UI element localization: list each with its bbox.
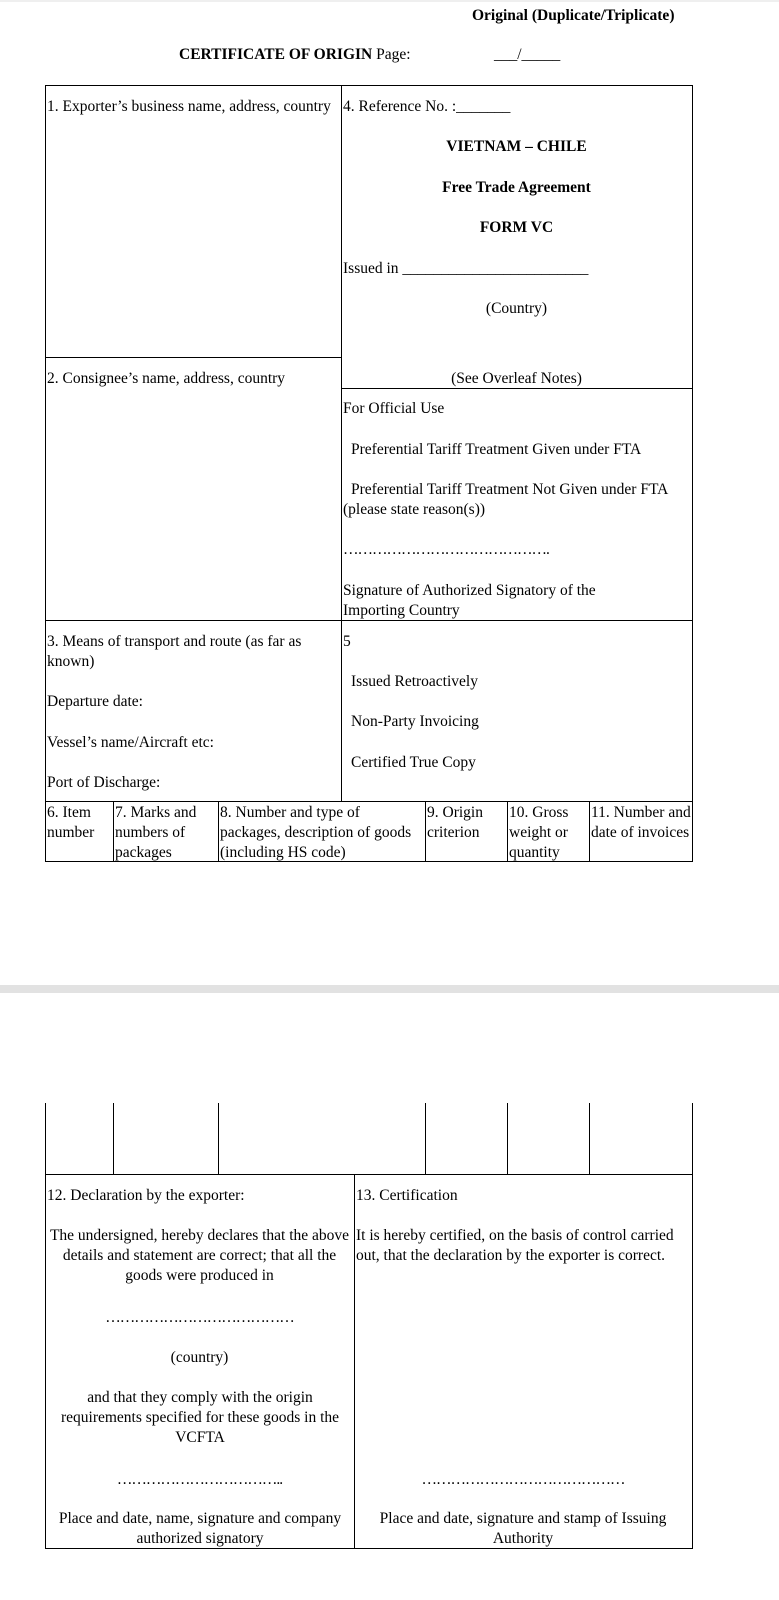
- agreement-countries: VIETNAM – CHILE: [446, 138, 587, 155]
- treatment-given: Preferential Tariff Treatment Given under FTA: [351, 441, 642, 458]
- col-goods-description: 8. Number and type of packages, description of goods (including HS code): [220, 804, 412, 861]
- reason-dotted-line: …………………………………….: [343, 541, 549, 558]
- issued-retroactively: Issued Retroactively: [351, 673, 478, 690]
- origin-compliance-text: and that they comply with the origin requirements specified for these goods in the VCFTA: [60, 1389, 340, 1446]
- page-number-blank: ___/_____: [494, 46, 561, 63]
- page-top-edge: [0, 0, 779, 2]
- certificate-title-row: [179, 45, 411, 65]
- vessel-name-label: Vessel’s name/Aircraft etc:: [47, 734, 214, 751]
- authority-signature-dotted-line: ……………………………………: [421, 1471, 625, 1488]
- box12-declaration-label: 12. Declaration by the exporter:: [47, 1187, 245, 1204]
- box1-exporter-label: 1. Exporter’s business name, address, country: [47, 98, 331, 115]
- country-caption-box12: (country): [170, 1349, 229, 1366]
- certified-true-copy: Certified True Copy: [351, 754, 476, 771]
- agreement-name: Free Trade Agreement: [442, 179, 591, 196]
- box5-number: 5: [343, 633, 351, 650]
- page-label: Page:: [376, 46, 411, 63]
- treatment-not-given: Preferential Tariff Treatment Not Given under FTA (please state reason(s)): [343, 481, 668, 519]
- country-dotted-line: …………………………………: [105, 1309, 294, 1326]
- departure-date-label: Departure date:: [47, 693, 143, 710]
- official-use-title: For Official Use: [343, 400, 445, 417]
- form-vc-title: FORM VC: [479, 219, 554, 236]
- box4-reference-no: 4. Reference No. :_______: [343, 98, 511, 115]
- box13-certification-label: 13. Certification: [356, 1187, 458, 1204]
- col-gross-weight: 10. Gross weight or quantity: [509, 804, 569, 861]
- non-party-invoicing: Non-Party Invoicing: [351, 713, 479, 730]
- col-invoices: 11. Number and date of invoices: [591, 804, 691, 841]
- exporter-signature-caption: Place and date, name, signature and company authorized signatory: [58, 1510, 342, 1547]
- page-break: [0, 985, 779, 993]
- col-item-number: 6. Item number: [47, 804, 95, 841]
- issued-in-field: Issued in ________________________: [343, 260, 589, 277]
- col-marks-numbers: 7. Marks and numbers of packages: [115, 804, 197, 861]
- col-origin-criterion: 9. Origin criterion: [427, 804, 483, 841]
- box2-consignee-label: 2. Consignee’s name, address, country: [47, 370, 286, 387]
- copy-type-label: Original (Duplicate/Triplicate): [472, 7, 675, 24]
- see-overleaf-notes: (See Overleaf Notes): [451, 370, 582, 387]
- certification-text: It is hereby certified, on the basis of control carried out, that the declaration by the exporter is correct.: [356, 1227, 674, 1264]
- importing-signature-label: Signature of Authorized Signatory of the Importing Country: [343, 582, 596, 620]
- port-of-discharge-label: Port of Discharge:: [47, 774, 161, 791]
- box3-transport-label: 3. Means of transport and route (as far as known): [47, 633, 302, 671]
- exporter-signature-dotted-line: ……………………………..: [116, 1471, 283, 1488]
- certificate-title: CERTIFICATE OF ORIGIN: [179, 46, 373, 63]
- country-caption: (Country): [485, 300, 548, 317]
- authority-signature-caption: Place and date, signature and stamp of Issuing Authority: [379, 1510, 667, 1547]
- declaration-text: The undersigned, hereby declares that the above details and statement are correct; that all the goods were produced in: [49, 1227, 350, 1284]
